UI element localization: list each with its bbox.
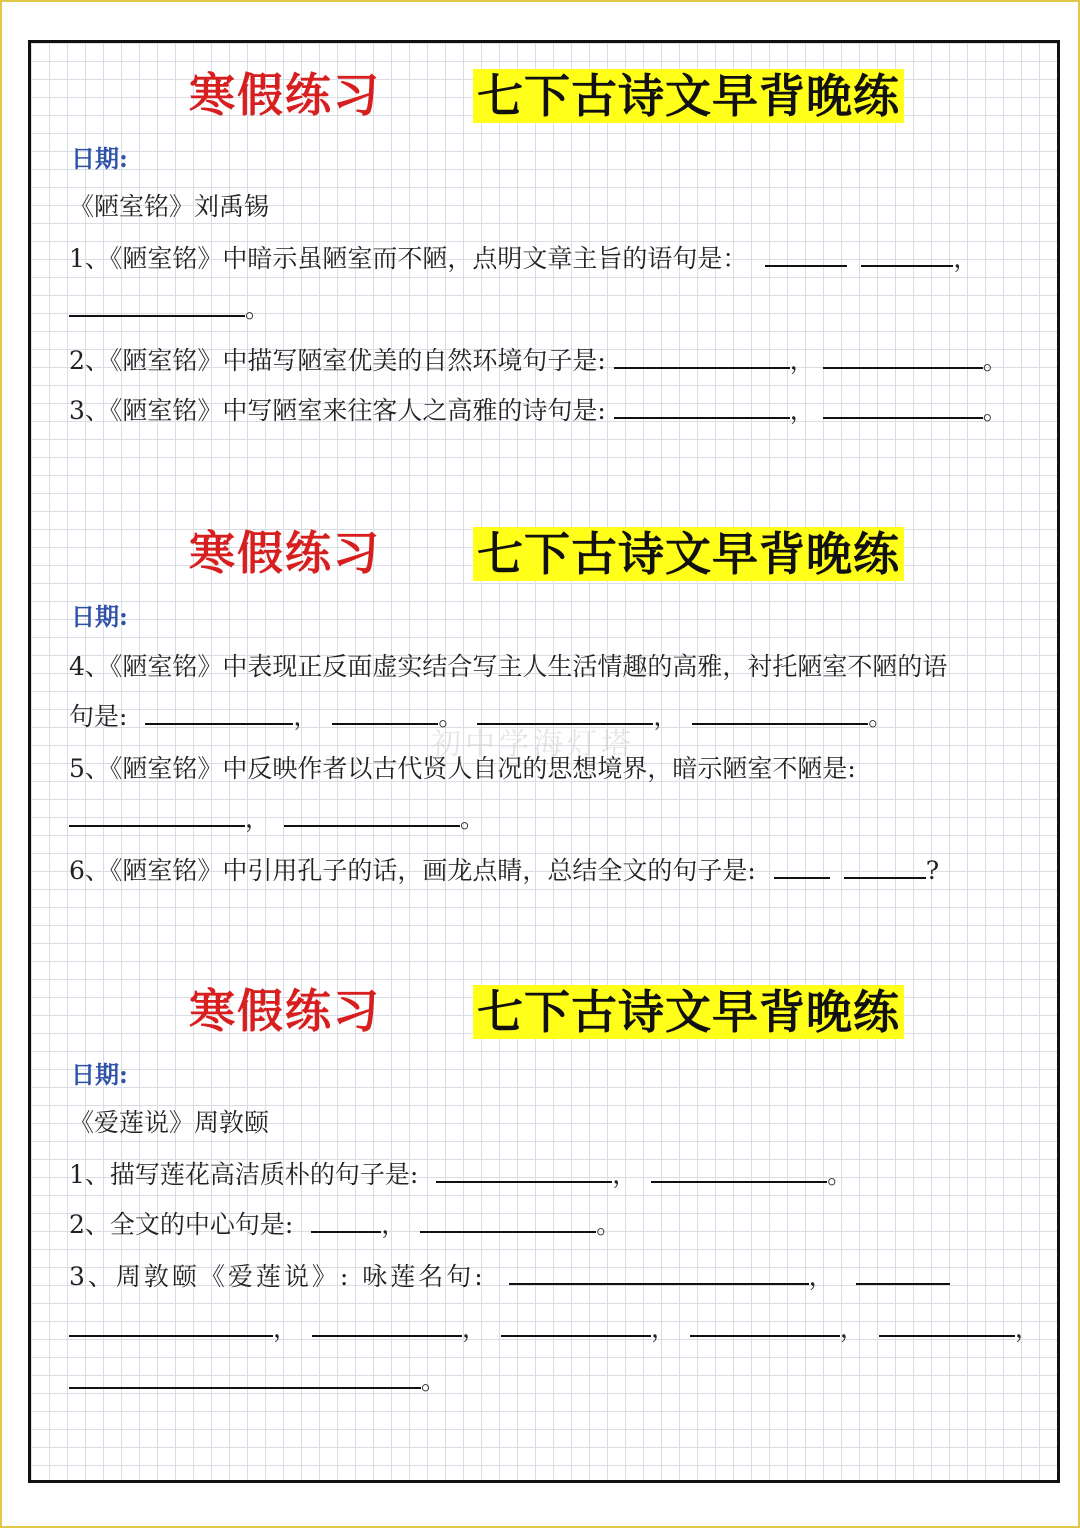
punctuation: ， — [273, 1314, 299, 1343]
punctuation: 。 — [982, 396, 1008, 425]
answer-blank[interactable] — [879, 1313, 1015, 1337]
question-6 — [69, 851, 939, 887]
section-title-recitation: 七下古诗文早背晚练 — [473, 527, 904, 581]
question-text: 2、《陋室铭》中描写陋室优美的自然环境句子是: — [69, 346, 606, 375]
answer-blank[interactable] — [856, 1261, 950, 1285]
punctuation: 。 — [868, 702, 894, 731]
punctuation: ， — [789, 396, 815, 425]
punctuation: ， — [381, 1210, 407, 1239]
date-label: 日期: — [71, 144, 128, 173]
section-title-recitation: 七下古诗文早背晚练 — [473, 69, 904, 123]
question-5: 5、《陋室铭》中反映作者以古代贤人自况的思想境界，暗示陋室不陋是: — [69, 754, 856, 783]
question-4: 4、《陋室铭》中表现正反面虚实结合写主人生活情趣的高雅，衬托陋室不陋的语 — [69, 652, 948, 681]
answer-blank[interactable] — [284, 803, 460, 827]
answer-blank[interactable] — [69, 1313, 273, 1337]
question-2 — [69, 341, 1008, 377]
punctuation: 。 — [459, 804, 485, 833]
question-text: 2、全文的中心句是: — [69, 1210, 294, 1239]
punctuation: ， — [650, 1314, 676, 1343]
answer-blank[interactable] — [420, 1209, 596, 1233]
punctuation: 。 — [438, 702, 464, 731]
answer-blank[interactable] — [312, 1313, 462, 1337]
answer-blank[interactable] — [774, 855, 830, 879]
punctuation: ， — [789, 346, 815, 375]
question-text: 3、周敦颐《爱莲说》: 咏莲名句: — [69, 1262, 486, 1291]
punctuation: ， — [612, 1160, 638, 1189]
punctuation: 。 — [982, 346, 1008, 375]
source-title: 《爱莲说》周敦颐 — [69, 1108, 270, 1137]
answer-blank[interactable] — [614, 345, 790, 369]
question-3-cont-2 — [69, 1361, 446, 1397]
answer-blank[interactable] — [823, 345, 983, 369]
answer-blank[interactable] — [509, 1261, 809, 1285]
source-title: 《陋室铭》刘禹锡 — [69, 192, 270, 221]
answer-blank[interactable] — [436, 1159, 612, 1183]
answer-blank[interactable] — [823, 395, 983, 419]
watermark: 初中学海灯塔 — [431, 727, 635, 762]
answer-blank[interactable] — [477, 701, 653, 725]
question-3 — [69, 1257, 950, 1293]
punctuation: ， — [953, 244, 979, 273]
punctuation: ， — [653, 702, 679, 731]
question-3 — [69, 391, 1008, 427]
answer-blank[interactable] — [765, 243, 847, 267]
section-title-winter-practice: 寒假练习 — [189, 526, 381, 580]
punctuation: ， — [839, 1314, 865, 1343]
answer-blank[interactable] — [69, 1365, 421, 1389]
question-1 — [69, 239, 978, 275]
answer-blank[interactable] — [614, 395, 790, 419]
question-text: 1、《陋室铭》中暗示虽陋室而不陋，点明文章主旨的语句是： — [69, 244, 748, 273]
punctuation: 。 — [596, 1210, 622, 1239]
section-title-winter-practice: 寒假练习 — [189, 984, 381, 1038]
question-text: 句是: — [69, 702, 128, 731]
punctuation: ， — [1014, 1314, 1040, 1343]
punctuation: 。 — [245, 294, 271, 323]
punctuation: ， — [808, 1262, 837, 1291]
question-1 — [69, 1155, 852, 1191]
question-3-cont — [69, 1309, 1040, 1345]
answer-blank[interactable] — [690, 1313, 840, 1337]
punctuation: ， — [461, 1314, 487, 1343]
date-label: 日期: — [71, 602, 128, 631]
answer-blank[interactable] — [332, 701, 438, 725]
answer-blank[interactable] — [69, 803, 245, 827]
worksheet — [28, 40, 1060, 1483]
answer-blank[interactable] — [651, 1159, 827, 1183]
question-text: 3、《陋室铭》中写陋室来往客人之高雅的诗句是: — [69, 396, 606, 425]
section-title-recitation: 七下古诗文早背晚练 — [473, 985, 904, 1039]
question-4-cont — [69, 697, 893, 733]
answer-blank[interactable] — [311, 1209, 381, 1233]
answer-blank[interactable] — [145, 701, 293, 725]
answer-blank[interactable] — [692, 701, 868, 725]
answer-blank[interactable] — [69, 293, 245, 317]
section-title-winter-practice: 寒假练习 — [189, 68, 381, 122]
punctuation: 。 — [827, 1160, 853, 1189]
question-text: 1、描写莲花高洁质朴的句子是: — [69, 1160, 419, 1189]
punctuation: ， — [293, 702, 319, 731]
punctuation: ? — [925, 856, 940, 885]
question-text: 6、《陋室铭》中引用孔子的话，画龙点睛，总结全文的句子是: — [69, 856, 756, 885]
answer-blank[interactable] — [501, 1313, 651, 1337]
answer-blank[interactable] — [861, 243, 953, 267]
question-1-cont — [69, 289, 270, 325]
date-label: 日期: — [71, 1060, 128, 1089]
punctuation: ， — [245, 804, 271, 833]
question-5-cont — [69, 799, 485, 835]
punctuation: 。 — [421, 1366, 447, 1395]
answer-blank[interactable] — [844, 855, 926, 879]
question-2 — [69, 1205, 621, 1241]
